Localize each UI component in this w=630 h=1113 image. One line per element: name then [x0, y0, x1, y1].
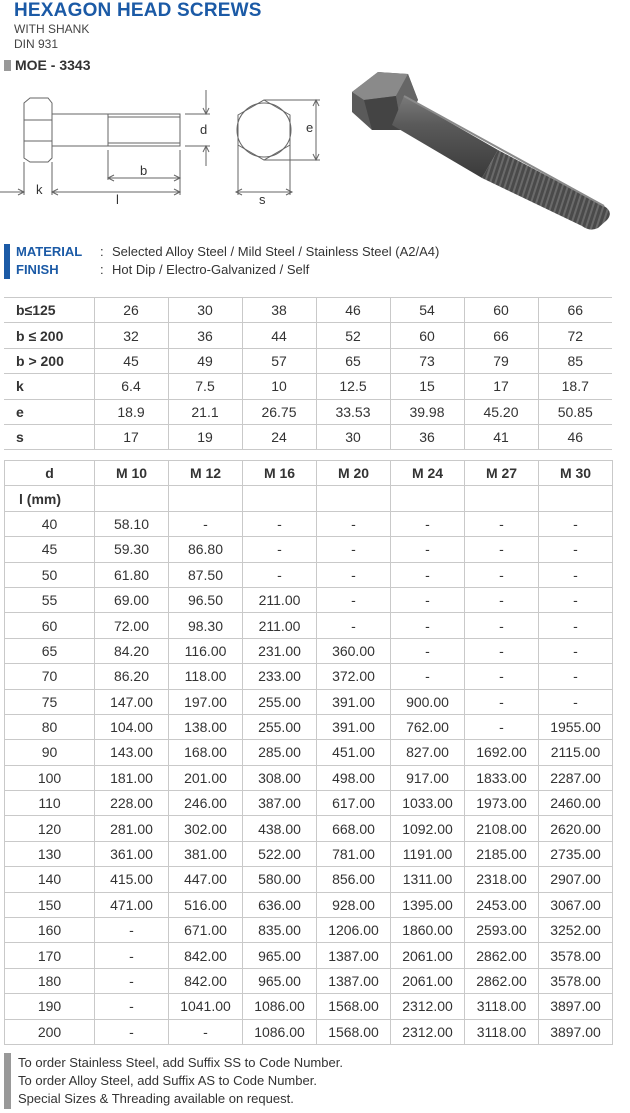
table-row	[5, 918, 613, 943]
price-cell: 308.00	[243, 765, 317, 790]
dimension-label: k	[4, 374, 94, 399]
price-cell: 3897.00	[539, 1019, 613, 1044]
price-cell: 827.00	[391, 740, 465, 765]
price-cell: 835.00	[243, 918, 317, 943]
price-cell: -	[391, 613, 465, 638]
dimension-label: b > 200	[4, 348, 94, 373]
dimension-value: 38	[242, 298, 316, 323]
price-cell: 181.00	[95, 765, 169, 790]
length-value: 110	[5, 791, 95, 816]
price-cell: 381.00	[169, 841, 243, 866]
price-cell: 1086.00	[243, 1019, 317, 1044]
material-value: Selected Alloy Steel / Mild Steel / Stainless Steel (A2/A4)	[112, 244, 440, 259]
price-cell: 1041.00	[169, 994, 243, 1019]
price-cell: 1311.00	[391, 867, 465, 892]
price-cell: -	[317, 562, 391, 587]
price-cell: 3118.00	[465, 994, 539, 1019]
table-row	[5, 537, 613, 562]
price-cell: -	[391, 511, 465, 536]
price-cell: 86.20	[95, 664, 169, 689]
dimension-value: 73	[390, 348, 464, 373]
length-value: 130	[5, 841, 95, 866]
price-cell: 1568.00	[317, 994, 391, 1019]
dimension-value: 33.53	[316, 399, 390, 424]
diameter-label: d	[5, 461, 95, 486]
price-cell: 361.00	[95, 841, 169, 866]
dimension-value: 17	[94, 424, 168, 449]
table-row	[5, 943, 613, 968]
table-row	[5, 587, 613, 612]
price-cell: 2453.00	[465, 892, 539, 917]
length-value: 120	[5, 816, 95, 841]
price-cell: 391.00	[317, 689, 391, 714]
price-cell: -	[317, 613, 391, 638]
hex-end-view	[236, 100, 320, 195]
price-cell: 2185.00	[465, 841, 539, 866]
price-cell: 1395.00	[391, 892, 465, 917]
price-cell: -	[539, 613, 613, 638]
price-cell: -	[243, 511, 317, 536]
price-cell: 86.80	[169, 537, 243, 562]
table-row	[5, 1019, 613, 1044]
screw-3d-illustration	[352, 72, 610, 230]
price-cell: -	[465, 537, 539, 562]
specifications	[4, 243, 624, 281]
dimension-value: 12.5	[316, 374, 390, 399]
price-cell: -	[243, 562, 317, 587]
size-header: M 30	[539, 461, 613, 486]
price-cell: 1692.00	[465, 740, 539, 765]
length-value: 80	[5, 714, 95, 739]
price-cell: -	[95, 994, 169, 1019]
price-cell: 228.00	[95, 791, 169, 816]
note-alloy: To order Alloy Steel, add Suffix AS to Code Number.	[18, 1073, 317, 1088]
price-cell: 201.00	[169, 765, 243, 790]
table-row	[5, 511, 613, 536]
label-b: b	[140, 163, 148, 178]
price-cell: 233.00	[243, 664, 317, 689]
price-cell: 231.00	[243, 638, 317, 663]
price-cell: 965.00	[243, 943, 317, 968]
price-cell: 84.20	[95, 638, 169, 663]
table-row	[5, 689, 613, 714]
table-row	[5, 892, 613, 917]
dimension-value: 32	[94, 323, 168, 348]
dimension-value: 45.20	[464, 399, 538, 424]
length-value: 40	[5, 511, 95, 536]
price-cell: 471.00	[95, 892, 169, 917]
price-cell: 1387.00	[317, 968, 391, 993]
price-cell: 2318.00	[465, 867, 539, 892]
price-cell: -	[243, 537, 317, 562]
table-row	[5, 562, 613, 587]
size-header: M 16	[243, 461, 317, 486]
price-cell: 2620.00	[539, 816, 613, 841]
price-cell: -	[391, 587, 465, 612]
note-stainless: To order Stainless Steel, add Suffix SS to Code Number.	[18, 1055, 343, 1070]
dimension-value: 60	[390, 323, 464, 348]
price-cell: 1568.00	[317, 1019, 391, 1044]
length-value: 190	[5, 994, 95, 1019]
table-row	[5, 740, 613, 765]
material-row	[16, 244, 439, 259]
price-cell: 2115.00	[539, 740, 613, 765]
price-cell: 59.30	[95, 537, 169, 562]
length-value: 75	[5, 689, 95, 714]
price-cell: 856.00	[317, 867, 391, 892]
price-cell: 842.00	[169, 968, 243, 993]
dimension-row	[4, 399, 612, 424]
finish-label: FINISH	[16, 262, 59, 277]
price-cell: 3897.00	[539, 994, 613, 1019]
price-cell: 928.00	[317, 892, 391, 917]
price-cell: 211.00	[243, 587, 317, 612]
price-cell: 246.00	[169, 791, 243, 816]
price-cell: 781.00	[317, 841, 391, 866]
price-cell: -	[465, 587, 539, 612]
dimension-label: b≤125	[4, 298, 94, 323]
dimension-row	[4, 298, 612, 323]
side-view-drawing	[0, 90, 210, 195]
length-label: l (mm)	[5, 486, 95, 511]
table-row	[5, 791, 613, 816]
size-header: M 27	[465, 461, 539, 486]
length-value: 180	[5, 968, 95, 993]
price-cell: -	[465, 562, 539, 587]
price-cell: 447.00	[169, 867, 243, 892]
dimension-value: 49	[168, 348, 242, 373]
price-cell: -	[539, 587, 613, 612]
dimension-value: 15	[390, 374, 464, 399]
empty-cell	[169, 486, 243, 511]
table-row	[5, 638, 613, 663]
label-e: e	[306, 120, 314, 135]
price-cell: 3578.00	[539, 968, 613, 993]
table-row	[5, 664, 613, 689]
dimension-value: 46	[316, 298, 390, 323]
spec-accent-bar	[4, 244, 10, 279]
price-cell: -	[391, 664, 465, 689]
dimension-value: 44	[242, 323, 316, 348]
table-row	[5, 613, 613, 638]
price-cell: 72.00	[95, 613, 169, 638]
empty-cell	[465, 486, 539, 511]
price-cell: 762.00	[391, 714, 465, 739]
price-cell: -	[539, 562, 613, 587]
price-cell: 255.00	[243, 689, 317, 714]
price-cell: -	[317, 587, 391, 612]
price-cell: -	[169, 511, 243, 536]
size-header: M 20	[317, 461, 391, 486]
price-cell: -	[95, 943, 169, 968]
price-cell: 1860.00	[391, 918, 465, 943]
price-cell: -	[391, 638, 465, 663]
empty-cell	[95, 486, 169, 511]
price-cell: 2735.00	[539, 841, 613, 866]
table-row	[5, 994, 613, 1019]
price-cell: 3118.00	[465, 1019, 539, 1044]
price-cell: -	[539, 511, 613, 536]
price-cell: -	[317, 537, 391, 562]
length-value: 200	[5, 1019, 95, 1044]
label-k: k	[36, 182, 43, 197]
price-cell: 387.00	[243, 791, 317, 816]
price-cell: -	[95, 1019, 169, 1044]
technical-diagrams	[0, 70, 630, 240]
price-cell: 415.00	[95, 867, 169, 892]
dimension-value: 18.7	[538, 374, 612, 399]
price-cell: 96.50	[169, 587, 243, 612]
dimension-value: 54	[390, 298, 464, 323]
dimension-value: 79	[464, 348, 538, 373]
screw-drawings	[0, 70, 630, 240]
size-header: M 24	[391, 461, 465, 486]
dimension-value: 45	[94, 348, 168, 373]
finish-value: Hot Dip / Electro-Galvanized / Self	[112, 262, 310, 277]
size-header-row	[5, 461, 613, 486]
price-cell: 1033.00	[391, 791, 465, 816]
price-cell: 2460.00	[539, 791, 613, 816]
price-cell: 281.00	[95, 816, 169, 841]
price-cell: 842.00	[169, 943, 243, 968]
price-cell: 118.00	[169, 664, 243, 689]
price-cell: 2862.00	[465, 943, 539, 968]
price-cell: 1387.00	[317, 943, 391, 968]
price-cell: 197.00	[169, 689, 243, 714]
dimension-value: 17	[464, 374, 538, 399]
table-row	[5, 765, 613, 790]
dimension-value: 24	[242, 424, 316, 449]
price-cell: -	[539, 689, 613, 714]
price-cell: -	[317, 511, 391, 536]
size-header: M 12	[169, 461, 243, 486]
dimension-value: 66	[538, 298, 612, 323]
price-cell: 438.00	[243, 816, 317, 841]
price-cell: 116.00	[169, 638, 243, 663]
note-special: Special Sizes & Threading available on request.	[18, 1091, 294, 1106]
price-cell: 2593.00	[465, 918, 539, 943]
price-cell: 3252.00	[539, 918, 613, 943]
price-table	[4, 460, 613, 1045]
order-notes	[4, 1053, 624, 1109]
finish-row	[16, 262, 309, 277]
length-value: 160	[5, 918, 95, 943]
price-cell: 87.50	[169, 562, 243, 587]
dimension-row	[4, 323, 612, 348]
dimension-value: 36	[390, 424, 464, 449]
label-d: d	[200, 122, 208, 137]
dimension-value: 7.5	[168, 374, 242, 399]
price-cell: 2312.00	[391, 1019, 465, 1044]
price-cell: 211.00	[243, 613, 317, 638]
price-cell: 617.00	[317, 791, 391, 816]
price-cell: 2108.00	[465, 816, 539, 841]
table-row	[5, 968, 613, 993]
price-cell: 3578.00	[539, 943, 613, 968]
dimension-value: 85	[538, 348, 612, 373]
price-cell: 2907.00	[539, 867, 613, 892]
notes-accent-bar	[4, 1053, 11, 1109]
price-cell: -	[465, 613, 539, 638]
price-cell: 255.00	[243, 714, 317, 739]
price-cell: 69.00	[95, 587, 169, 612]
price-cell: 2312.00	[391, 994, 465, 1019]
product-code: MOE - 3343	[15, 57, 91, 73]
dimension-value: 65	[316, 348, 390, 373]
price-cell: 451.00	[317, 740, 391, 765]
price-cell: 636.00	[243, 892, 317, 917]
price-cell: -	[539, 537, 613, 562]
empty-cell	[317, 486, 391, 511]
dimension-value: 21.1	[168, 399, 242, 424]
dimension-value: 10	[242, 374, 316, 399]
price-cell: 147.00	[95, 689, 169, 714]
price-cell: -	[539, 638, 613, 663]
length-value: 90	[5, 740, 95, 765]
empty-cell	[391, 486, 465, 511]
dimension-value: 50.85	[538, 399, 612, 424]
length-value: 150	[5, 892, 95, 917]
length-value: 45	[5, 537, 95, 562]
price-cell: 900.00	[391, 689, 465, 714]
dimension-value: 72	[538, 323, 612, 348]
price-cell: 138.00	[169, 714, 243, 739]
dimension-row	[4, 348, 612, 373]
price-cell: 668.00	[317, 816, 391, 841]
price-cell: 1092.00	[391, 816, 465, 841]
price-cell: 58.10	[95, 511, 169, 536]
empty-cell	[539, 486, 613, 511]
subtitle-shank: WITH SHANK	[14, 22, 90, 36]
price-cell: 285.00	[243, 740, 317, 765]
price-cell: -	[465, 714, 539, 739]
dimension-value: 39.98	[390, 399, 464, 424]
price-cell: -	[539, 664, 613, 689]
page-title: HEXAGON HEAD SCREWS	[14, 0, 262, 21]
dimension-value: 30	[168, 298, 242, 323]
price-cell: 360.00	[317, 638, 391, 663]
price-cell: 580.00	[243, 867, 317, 892]
price-cell: 522.00	[243, 841, 317, 866]
length-value: 60	[5, 613, 95, 638]
finish-colon: :	[100, 262, 104, 277]
table-row	[5, 714, 613, 739]
size-header: M 10	[95, 461, 169, 486]
price-cell: -	[391, 537, 465, 562]
price-cell: 1833.00	[465, 765, 539, 790]
price-cell: -	[465, 689, 539, 714]
price-cell: -	[465, 511, 539, 536]
material-colon: :	[100, 244, 104, 259]
price-cell: -	[95, 918, 169, 943]
price-cell: 1973.00	[465, 791, 539, 816]
label-l: l	[116, 192, 119, 207]
dimension-row	[4, 374, 612, 399]
dimension-value: 18.9	[94, 399, 168, 424]
dimension-value: 46	[538, 424, 612, 449]
dimension-label: b ≤ 200	[4, 323, 94, 348]
dimension-value: 60	[464, 298, 538, 323]
dimension-row	[4, 424, 612, 449]
price-cell: 516.00	[169, 892, 243, 917]
price-cell: 98.30	[169, 613, 243, 638]
dimension-table	[4, 297, 612, 450]
price-cell: 104.00	[95, 714, 169, 739]
length-header-row	[5, 486, 613, 511]
price-cell: 168.00	[169, 740, 243, 765]
dimension-label: e	[4, 399, 94, 424]
price-cell: 3067.00	[539, 892, 613, 917]
price-cell: 1191.00	[391, 841, 465, 866]
length-value: 55	[5, 587, 95, 612]
dimension-value: 41	[464, 424, 538, 449]
price-cell: 1206.00	[317, 918, 391, 943]
dimension-value: 19	[168, 424, 242, 449]
price-cell: 2862.00	[465, 968, 539, 993]
price-cell: 143.00	[95, 740, 169, 765]
price-cell: 2287.00	[539, 765, 613, 790]
length-value: 170	[5, 943, 95, 968]
length-value: 50	[5, 562, 95, 587]
price-cell: 372.00	[317, 664, 391, 689]
table-row	[5, 867, 613, 892]
price-cell: -	[391, 562, 465, 587]
price-cell: 2061.00	[391, 968, 465, 993]
dimension-value: 30	[316, 424, 390, 449]
dimension-value: 26.75	[242, 399, 316, 424]
dimension-value: 36	[168, 323, 242, 348]
price-cell: 391.00	[317, 714, 391, 739]
price-cell: -	[465, 638, 539, 663]
dimension-value: 26	[94, 298, 168, 323]
dimension-value: 52	[316, 323, 390, 348]
empty-cell	[243, 486, 317, 511]
table-row	[5, 816, 613, 841]
dimension-value: 57	[242, 348, 316, 373]
price-cell: 1086.00	[243, 994, 317, 1019]
length-value: 70	[5, 664, 95, 689]
price-cell: -	[169, 1019, 243, 1044]
price-cell: 671.00	[169, 918, 243, 943]
label-s: s	[259, 192, 266, 207]
length-value: 65	[5, 638, 95, 663]
subtitle-standard: DIN 931	[14, 37, 59, 51]
price-cell: 1955.00	[539, 714, 613, 739]
table-row	[5, 841, 613, 866]
price-cell: 302.00	[169, 816, 243, 841]
length-value: 100	[5, 765, 95, 790]
price-cell: 965.00	[243, 968, 317, 993]
price-cell: 917.00	[391, 765, 465, 790]
price-cell: 2061.00	[391, 943, 465, 968]
dimension-value: 6.4	[94, 374, 168, 399]
length-value: 140	[5, 867, 95, 892]
price-cell: -	[95, 968, 169, 993]
price-cell: -	[465, 664, 539, 689]
price-cell: 61.80	[95, 562, 169, 587]
price-cell: 498.00	[317, 765, 391, 790]
dimension-value: 66	[464, 323, 538, 348]
code-marker	[4, 60, 11, 71]
material-label: MATERIAL	[16, 244, 83, 259]
dimension-label: s	[4, 424, 94, 449]
